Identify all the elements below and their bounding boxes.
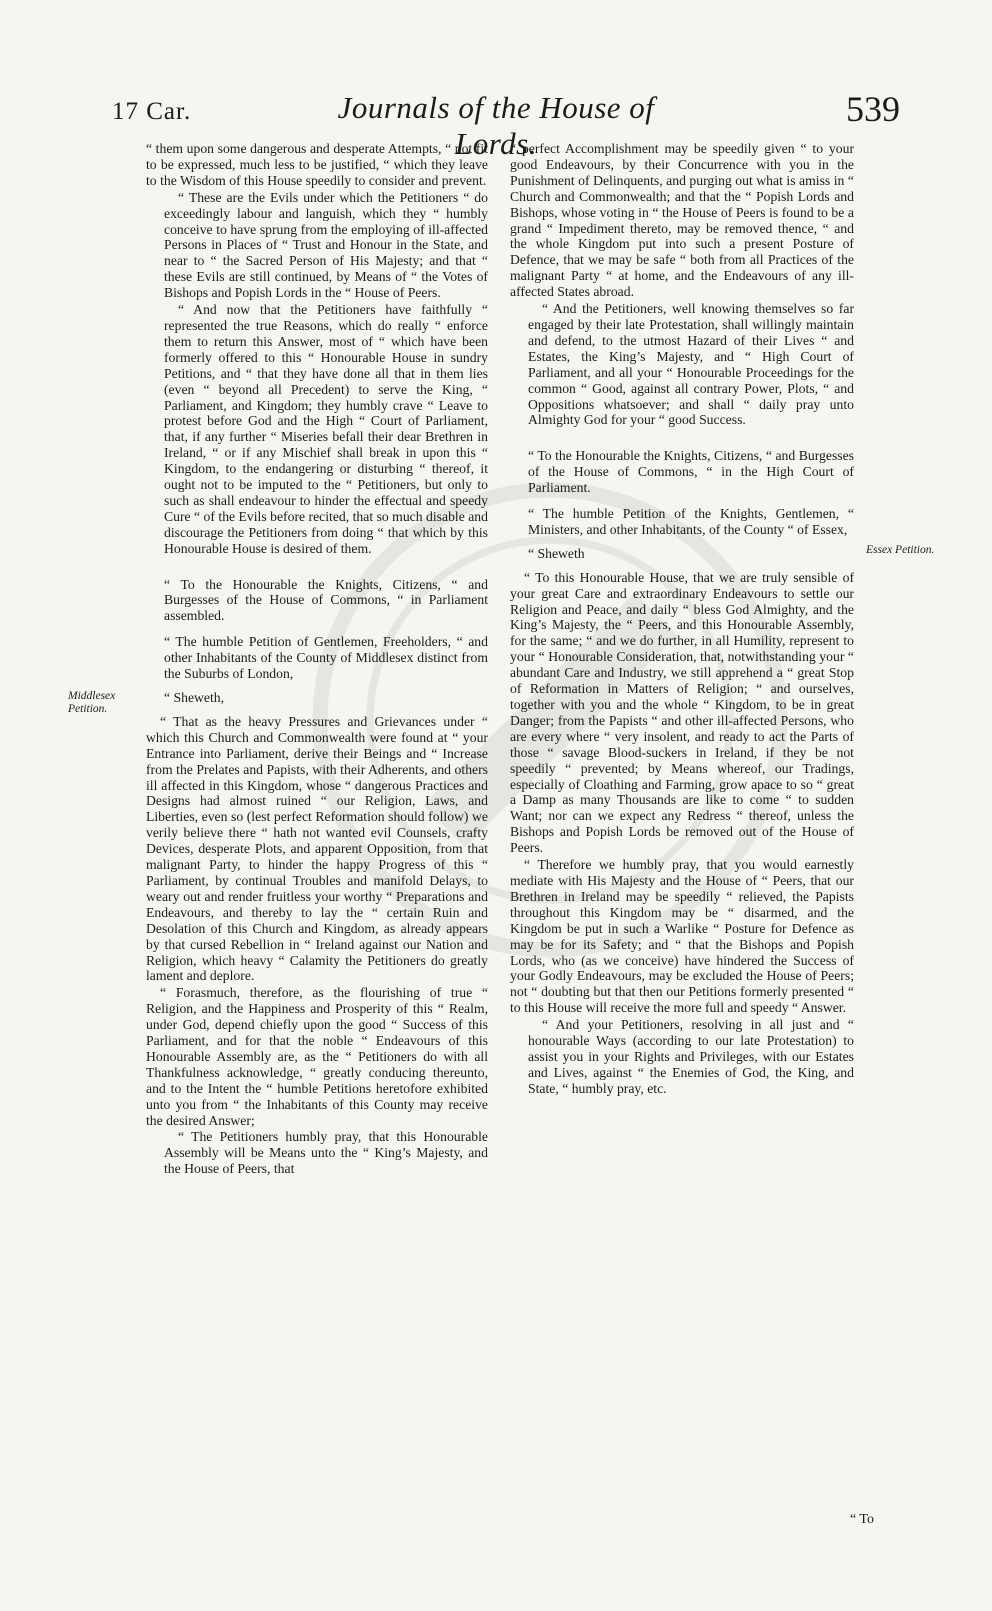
paragraph: “ And now that the Petitioners have faithfully “ represented the true Reasons, which do really “ enforce them to return this Answer, most of “ which have been formerly offered to this “ Honourable House in sundry Petitions, and “ that they have done all that in them lies (even “ beyond all Precedent) to serve the King, “ Parliament, and Kingdom; they humbly crave “ Leave to protest before God and the High “ Court of Parliament, that, if any further “ Miseries befall their dear Brethren in Ireland, “ or if any Mischief shall break in upon this “ Kingdom, to the endangering or disturbing “ thereof, it ought not to be imputed to the “ Petitioners, but only to such as shall endeavour to hinder the effectual and speedy Cure “ of the Evils before recited, that so much disable and discourage the Petitioners from doing “ that which by this Honourable House is desired of them. (164, 302, 488, 556)
catchword: “ To (849, 1512, 874, 1527)
paragraph: “ perfect Accomplishment may be speedily given “ to your good Endeavours, by their Concurrence with you in the Punishment of Delinquents, and purging out what is amiss in “ Church and Commonwealth; and that the “ Popish Lords and Bishops, whose voting in “ the House of Peers is found to be a grand “ Impediment thereto, may be removed thence, “ and the whole Kingdom put into such a present Posture of Defence, that we may be safe “ both from all Practices of the malignant Party “ at home, and the Endeavours of any ill-affected States abroad. (510, 141, 854, 300)
paragraph: “ Forasmuch, therefore, as the flourishing of true “ Religion, and the Happiness and Prosperity of this “ Realm, under God, depend chiefly upon the good “ Success of this Parliament, and for that the noble “ Endeavours of this Honourable Assembly are, as the “ Petitioners do with all Thankfulness acknowledge, “ greatly conducing thereunto, and to the Intent the “ humble Petitions heretofore exhibited unto you from “ the Inhabitants of this County may receive the desired Answer; (146, 985, 488, 1128)
margin-note-middlesex: Middlesex Petition. (68, 690, 116, 715)
running-title: Journals of the House of Lords. (337, 90, 655, 161)
page-number: 539 (846, 89, 900, 129)
paragraph: “ These are the Evils under which the Petitioners “ do exceedingly labour and languish, which they “ humbly conceive to have sprung from the employing of ill-affected Persons in Places of “ Trust and Honour in the State, and near to “ the Sacred Person of His Majesty; and that “ these Evils are still continued, by Means of “ the Votes of Bishops and Popish Lords in the “ House of Peers. (164, 189, 488, 301)
left-column (146, 141, 488, 1178)
sheweth-heading: “ Sheweth, (164, 690, 225, 705)
paragraph: “ them upon some dangerous and desperate Attempts, “ not fit to be expressed, much less to be justified, “ which they leave to the Wisdom of this House speedily to consider and prevent. (146, 141, 488, 188)
petition-title: “ The humble Petition of Gentlemen, Freeholders, “ and other Inhabitants of the County of Middlesex distinct from the Suburbs of London, (164, 634, 488, 682)
petition-title: “ The humble Petition of the Knights, Gentlemen, “ Ministers, and other Inhabitants, of the County “ of Essex, (528, 506, 854, 537)
petition-address: “ To the Honourable the Knights, Citizens, “ and Burgesses of the House of Commons, “ in Parliament assembled. (164, 576, 488, 624)
paragraph: “ And the Petitioners, well knowing themselves so far engaged by their late Protestation, shall willingly maintain and defend, to the utmost Hazard of their Lives “ and Estates, the King’s Majesty, and “ High Court of Parliament, and all your “ Honourable Proceedings for the common “ Good, against all contrary Power, Plots, “ and Oppositions whatsoever; and shall “ daily pray unto Almighty God for your “ good Success. (528, 301, 854, 428)
paragraph: “ To this Honourable House, that we are truly sensible of your great Care and extraordinary Endeavours to settle our Religion and Peace, and daily “ bless God Almighty, and the King’s Majesty, the “ Peers, and this Honourable Assembly, for the same; “ and we do further, in all Humility, represent to your “ Honourable Consideration, that, notwithstanding your “ abundant Care and Industry, we still apprehend a “ great Stop of Reformation in Matters of Religion; “ and ourselves, together with you and the whole “ Kingdom, to be in great Danger; from the Papists “ and other ill-affected Persons, who are every where “ very insolent, and ready to act the Parts of those “ savage Blood-suckers in Ireland, if they be not speedily “ prevented; by Means whereof, our Tradings, especially of Cloathing and Farming, grow apace to so “ great a Damp as many Thousands are like to come “ to sudden Want; nor can we expect any Redress “ thereof, unless the Bishops and Popish Lords be removed out of the House of Peers. (510, 569, 854, 856)
paragraph: “ The Petitioners humbly pray, that this Honourable Assembly will be Means unto the “ King’s Majesty, and the House of Peers, that (164, 1129, 488, 1177)
regnal-year: 17 Car. (112, 98, 192, 125)
petition-address: “ To the Honourable the Knights, Citizens, “ and Burgesses of the House of Commons, “ in the High Court of Parliament. (528, 448, 854, 496)
paragraph: “ And your Petitioners, resolving in all just and “ honourable Ways (according to our late Protestation) to assist you in your Rights and Privileges, with our Estates and Lives, against “ the Enemies of God, the King, and State, “ humbly pray, etc. (528, 1017, 854, 1096)
sheweth-heading: “ Sheweth (528, 545, 585, 561)
margin-note-essex: Essex Petition. (866, 544, 935, 556)
right-column (510, 141, 854, 1098)
paragraph: “ Therefore we humbly pray, that you would earnestly mediate with His Majesty and the House of “ Peers, that our Brethren in Ireland may be speedily “ relieved, the Papists throughout this Kingdom may be “ disarmed, and the Kingdom be put in such a Warlike “ Posture for Defence as may be for its Safety; and “ that the Bishops and Popish Lords, who (as we conceive) have hindered the Success of your Godly Endeavours, may be excluded the House of Peers; not “ doubting but that then our Petitions formerly presented “ to this House will receive the more full and speedy “ Answer. (510, 857, 854, 1016)
paragraph: “ That as the heavy Pressures and Grievances under “ which this Church and Commonwealth were found at “ your Entrance into Parliament, derive their Beings and “ Increase from the Prelates and Papists, with their Adherents, and others ill affected in this Kingdom, whose “ dangerous Practices and Designs had almost ruined “ our Religion, Laws, and Liberties, even so (lest perfect Reformation should follow) we verily believe there “ hath not wanted evil Counsels, crafty Devices, desperate Plots, and apparent Opposition, from that malignant Party, to hinder the happy Progress of this “ Parliament, by continual Troubles and manifold Delays, to weary out and render fruitless your worthy “ Preparations and Endeavours, and thereby to lay the “ certain Ruin and Desolation of this Church and Kingdom, as already appears by that cursed Rebellion in “ Ireland against our Nation and Religion, which heavy “ Calamity the Petitioners do greatly lament and deplore. (146, 713, 488, 984)
page-header (0, 84, 992, 161)
